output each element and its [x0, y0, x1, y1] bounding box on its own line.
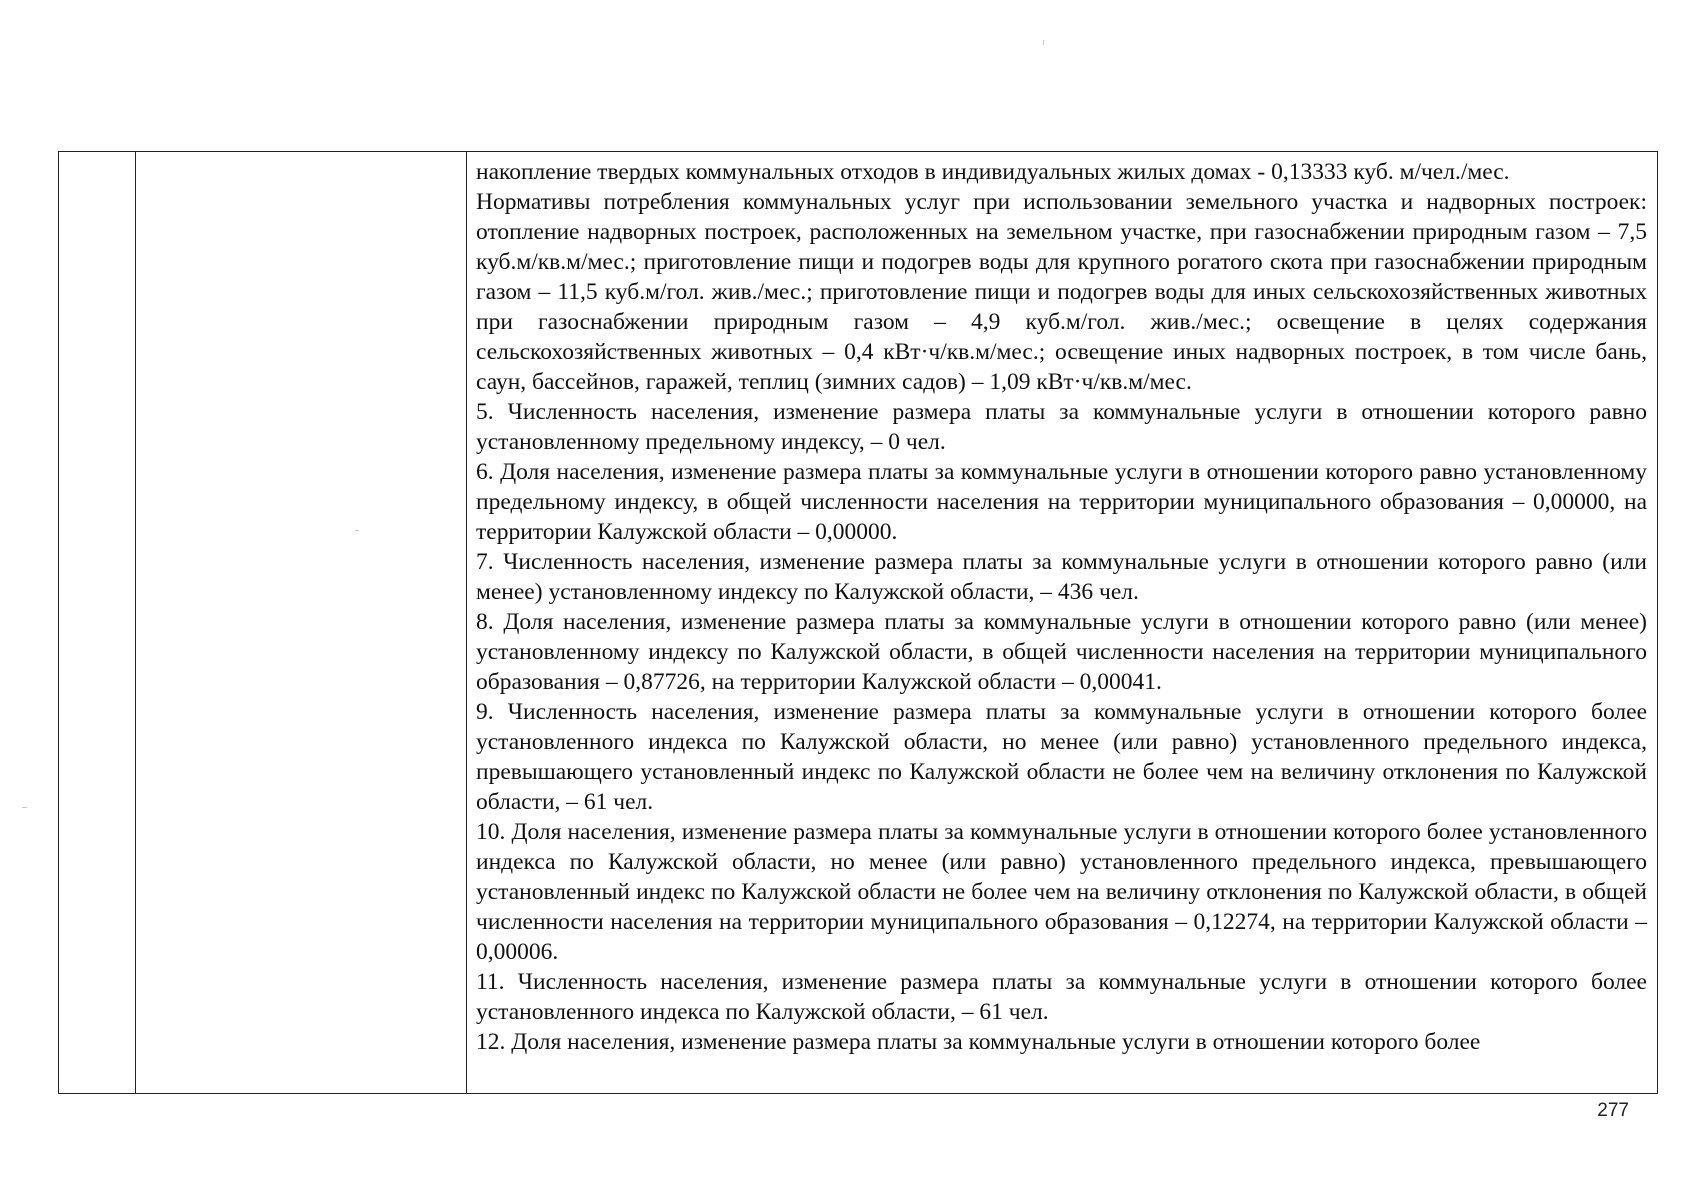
paragraph: 12. Доля населения, изменение размера платы за коммунальные услуги в отношении которого более	[476, 1029, 1481, 1055]
page-number: 277	[1597, 1100, 1629, 1121]
paragraph: 10. Доля населения, изменение размера платы за коммунальные услуги в отношении которого более установленного индекса по Калужской области, но менее (или равно) установленного предельного индекса, превышающего установленный индекс по Калужской области не более чем на величину отклонения по Калужской области, в общей численности населения на территории муниципального образования – 0,12274, на территории Калужской области – 0,00006.	[476, 819, 1647, 965]
paragraph: 11. Численность населения, изменение размера платы за коммунальные услуги в отношении которого более установленного индекса по Калужской области, – 61 чел.	[476, 969, 1647, 1025]
paragraph: 7. Численность населения, изменение размера платы за коммунальные услуги в отношении которого равно (или менее) установленному индексу по Калужской области, – 436 чел.	[476, 549, 1647, 605]
paragraph: 8. Доля населения, изменение размера платы за коммунальные услуги в отношении которого равно (или менее) установленному индексу по Калужской области, в общей численности населения на территории муниципального образования – 0,87726, на территории Калужской области – 0,00041.	[476, 609, 1647, 695]
scan-mark-top	[1043, 40, 1044, 45]
paragraph: 5. Численность населения, изменение размера платы за коммунальные услуги в отношении которого равно установленному предельному индексу, – 0 чел.	[476, 399, 1647, 455]
paragraph: 9. Численность населения, изменение размера платы за коммунальные услуги в отношении которого более установленного индекса по Калужской области, но менее (или равно) установленного предельного индекса, превышающего установленный индекс по Калужской области не более чем на величину отклонения по Калужской области, – 61 чел.	[476, 699, 1647, 815]
paragraph: 6. Доля населения, изменение размера платы за коммунальные услуги в отношении которого равно установленному предельному индексу, в общей численности населения на территории муниципального образования – 0,00000, на территории Калужской области – 0,00000.	[476, 459, 1647, 545]
table-row	[59, 152, 1658, 1094]
table-cell-content	[467, 152, 1658, 1094]
table-cell-name	[136, 152, 467, 1094]
table-cell-number	[59, 152, 136, 1094]
document-table	[58, 151, 1658, 1094]
content-text	[467, 152, 1657, 1057]
paragraph: Нормативы потребления коммунальных услуг при использовании земельного участка и надворных построек: отопление надворных построек, расположенных на земельном участке, при газоснабжении природным газом – 7,5 куб.м/кв.м/мес.; приготовление пищи и подогрев воды для крупного рогатого скота при газоснабжении природным газом – 11,5 куб.м/гол. жив./мес.; приготовление пищи и подогрев воды для иных сельскохозяйственных животных при газоснабжении природным газом – 4,9 куб.м/гол. жив./мес.; освещение в целях содержания сельскохозяйственных животных – 0,4 кВт·ч/кв.м/мес.; освещение иных надворных построек, в том числе бань, саун, бассейнов, гаражей, теплиц (зимних садов) – 1,09 кВт·ч/кв.м/мес.	[476, 189, 1647, 395]
scan-mark-left	[22, 807, 27, 808]
paragraph: накопление твердых коммунальных отходов в индивидуальных жилых домах - 0,13333 куб. м/чел./мес.	[476, 159, 1510, 185]
